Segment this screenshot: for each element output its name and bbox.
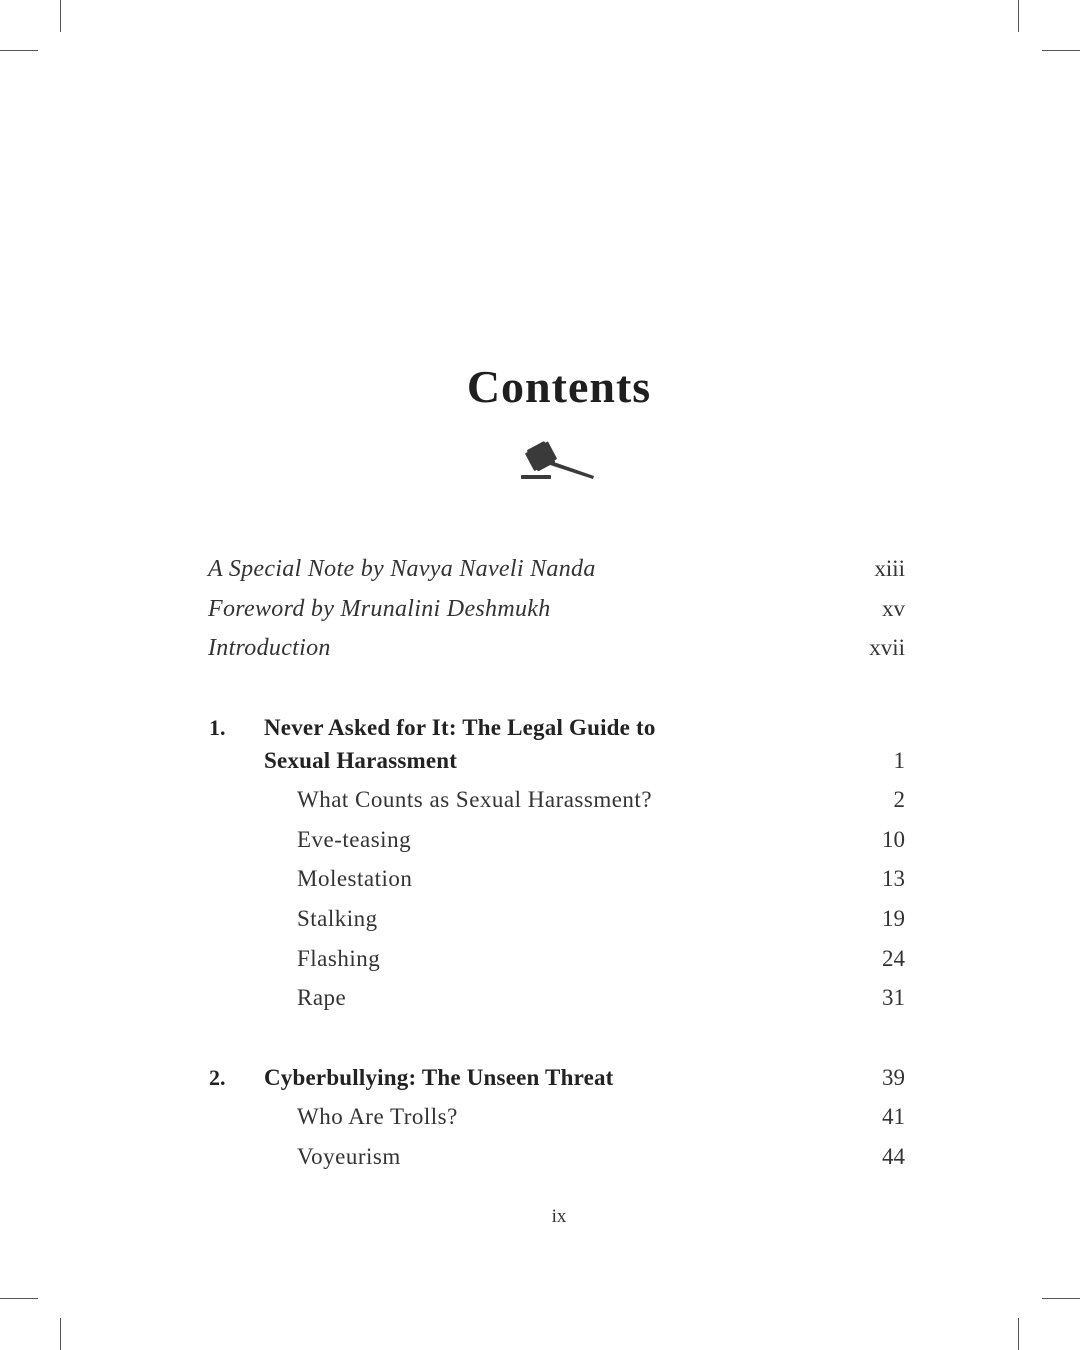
toc-page-number: 44 (882, 1144, 905, 1169)
toc-section[interactable] (0, 946, 1080, 982)
crop-mark-bottom-left (60, 1318, 61, 1350)
chapter-title: Never Asked for It: The Legal Guide to (264, 715, 656, 740)
folio-page-number: ix (551, 1206, 567, 1227)
page-title: Contents (466, 361, 652, 412)
section-title: Rape (297, 985, 347, 1010)
toc-page-number: 10 (882, 827, 905, 852)
crop-mark-bottom-right-h (1042, 1298, 1080, 1299)
toc-entry-label: Introduction (208, 635, 331, 661)
section-title: Flashing (297, 946, 381, 971)
toc-entry-label: A Special Note by Navya Naveli Nanda (208, 556, 596, 582)
chapter-number: 1. (209, 715, 226, 740)
section-title: Stalking (297, 906, 378, 931)
toc-section[interactable] (0, 827, 1080, 863)
gavel-icon (520, 440, 596, 482)
toc-entry[interactable] (0, 635, 1080, 671)
chapter-title: Sexual Harassment (264, 748, 458, 773)
chapter-title: Cyberbullying: The Unseen Threat (264, 1065, 614, 1090)
crop-mark-top-right (1018, 0, 1019, 32)
toc-section[interactable] (0, 1104, 1080, 1140)
toc-page-number: 41 (882, 1104, 905, 1129)
section-title: Eve-teasing (297, 827, 412, 852)
toc-page-number: xvii (869, 635, 905, 660)
section-title: Voyeurism (297, 1144, 401, 1169)
crop-mark-bottom-left-h (0, 1298, 38, 1299)
toc-section[interactable] (0, 866, 1080, 902)
toc-page-number: 31 (882, 985, 905, 1010)
crop-mark-top-left-h (0, 50, 38, 51)
section-title: Who Are Trolls? (297, 1104, 458, 1129)
section-title: Molestation (297, 866, 413, 891)
toc-section[interactable] (0, 787, 1080, 823)
toc-page-number: 39 (882, 1065, 905, 1090)
chapter-heading-continued[interactable] (0, 748, 1080, 784)
toc-page-number: 2 (893, 787, 905, 812)
toc-page-number: 19 (882, 906, 905, 931)
crop-mark-top-right-h (1042, 50, 1080, 51)
chapter-heading[interactable] (0, 1065, 1080, 1101)
crop-mark-bottom-right (1018, 1318, 1019, 1350)
toc-page-number: 24 (882, 946, 905, 971)
toc-entry-label: Foreword by Mrunalini Deshmukh (208, 596, 551, 622)
toc-page-number: xv (882, 596, 905, 621)
toc-entry[interactable] (0, 556, 1080, 592)
crop-mark-top-left (60, 0, 61, 32)
section-title: What Counts as Sexual Harassment? (297, 787, 653, 812)
toc-page-number: 13 (882, 866, 905, 891)
chapter-number: 2. (209, 1065, 226, 1090)
toc-entry[interactable] (0, 596, 1080, 632)
toc-page-number: xiii (874, 556, 905, 581)
toc-page-number: 1 (893, 748, 905, 773)
chapter-heading[interactable] (0, 715, 1080, 751)
toc-section[interactable] (0, 985, 1080, 1021)
toc-section[interactable] (0, 906, 1080, 942)
toc-section[interactable] (0, 1144, 1080, 1180)
